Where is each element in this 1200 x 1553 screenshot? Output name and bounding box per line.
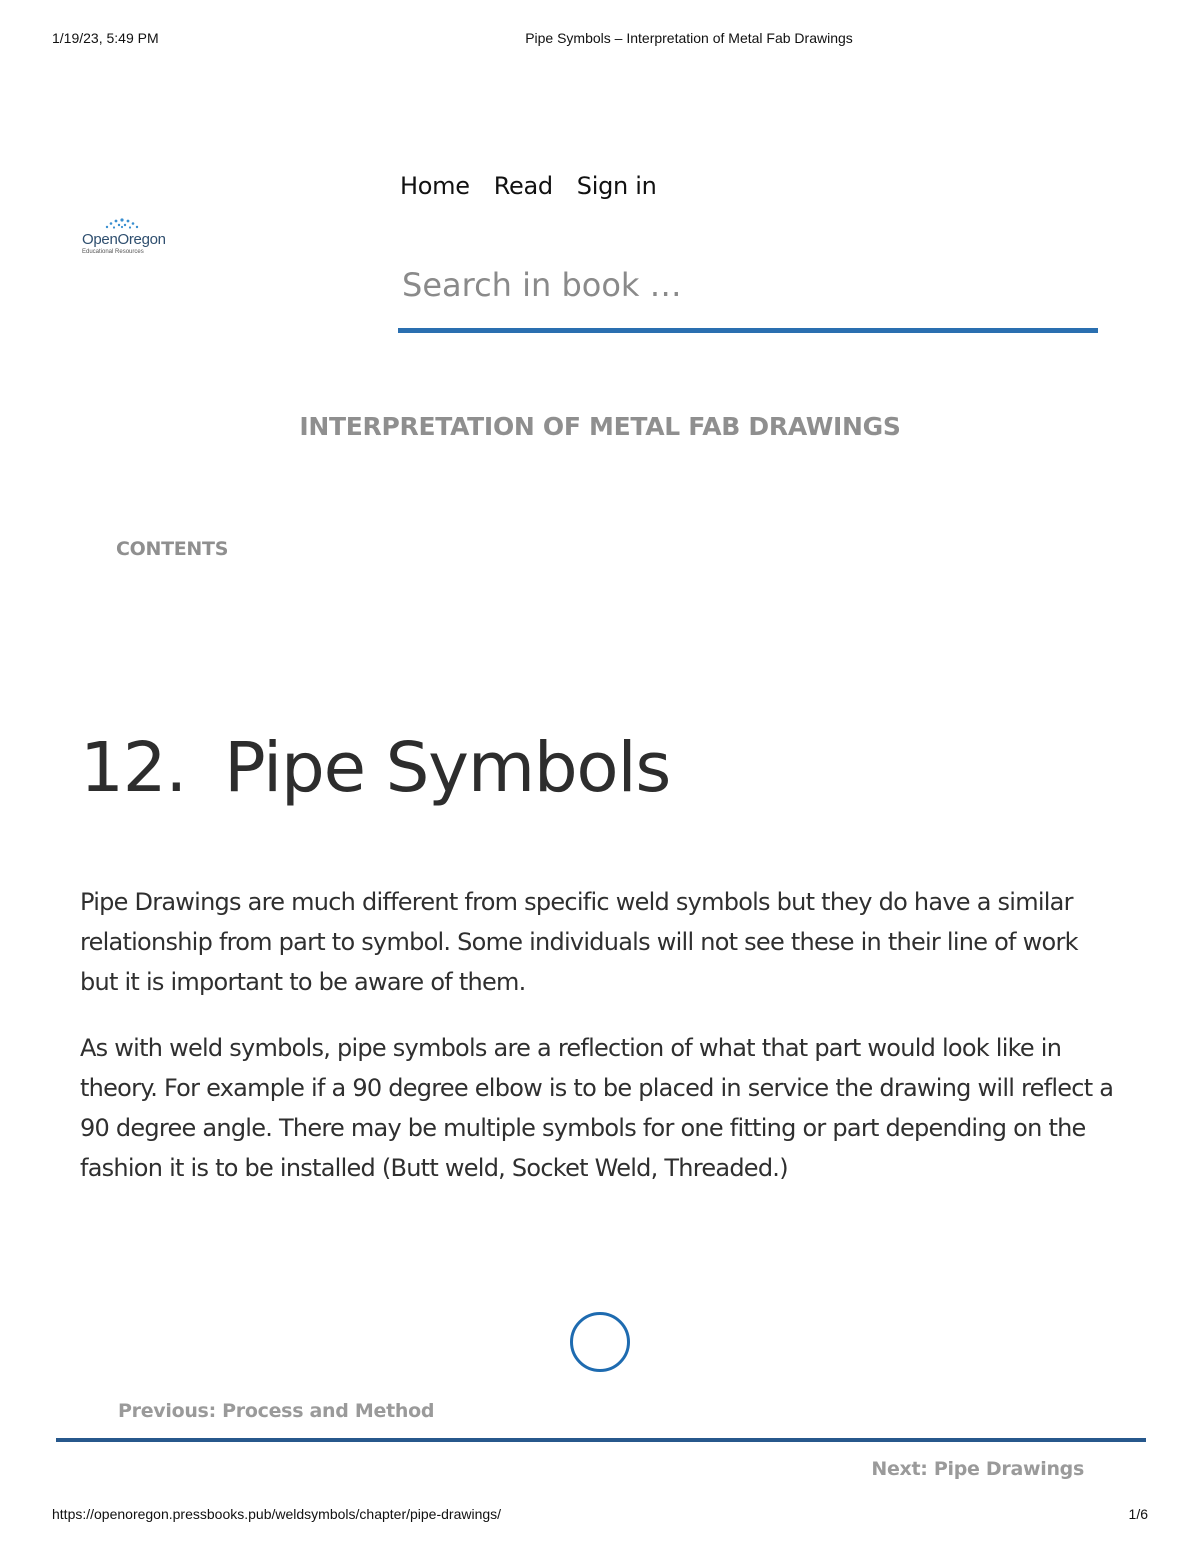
print-url: https://openoregon.pressbooks.pub/weldsymbols/chapter/pipe-drawings/ [52,1506,502,1522]
book-title[interactable]: INTERPRETATION OF METAL FAB DRAWINGS [299,412,901,441]
search-underline [398,328,1098,333]
nav-read[interactable]: Read [493,172,553,200]
logo-tagline: Educational Resources [82,249,144,255]
contents-toggle[interactable]: CONTENTS [116,538,229,560]
search-input[interactable] [398,242,1098,328]
sunburst-icon [100,218,144,232]
chapter-title-text: Pipe Symbols [224,728,671,808]
nav-home[interactable]: Home [400,172,470,200]
top-nav [400,172,657,200]
chapter-title [80,728,670,808]
next-chapter-link[interactable]: Next: Pipe Drawings [871,1458,1084,1480]
print-page-number: 1/6 [1128,1506,1148,1522]
body-paragraph: As with weld symbols, pipe symbols are a reflection of what that part would look like in theory. For example if a 90 degree elbow is to be placed in service the drawing will reflect a 90 degree angle. There may be multiple symbols for one fitting or part depending on the fashion it is to be installed (Butt weld, Socket Weld, Threaded.) [80,1034,1114,1182]
previous-chapter-link[interactable]: Previous: Process and Method [118,1400,435,1422]
openoregon-logo[interactable] [80,218,176,258]
print-page-title: Pipe Symbols – Interpretation of Metal Fab Drawings [525,30,853,46]
print-date: 1/19/23, 5:49 PM [52,30,159,46]
body-paragraph: Pipe Drawings are much different from specific weld symbols but they do have a similar relationship from part to symbol. Some individuals will not see these in their line of work but it is important to be aware of them. [80,888,1078,996]
logo-wordmark: OpenOregon [82,231,166,248]
nav-divider [56,1438,1146,1442]
search-box [398,242,1098,334]
scroll-to-top-button[interactable] [570,1312,630,1372]
nav-sign-in[interactable]: Sign in [576,172,657,200]
chapter-number: 12. [80,728,187,808]
